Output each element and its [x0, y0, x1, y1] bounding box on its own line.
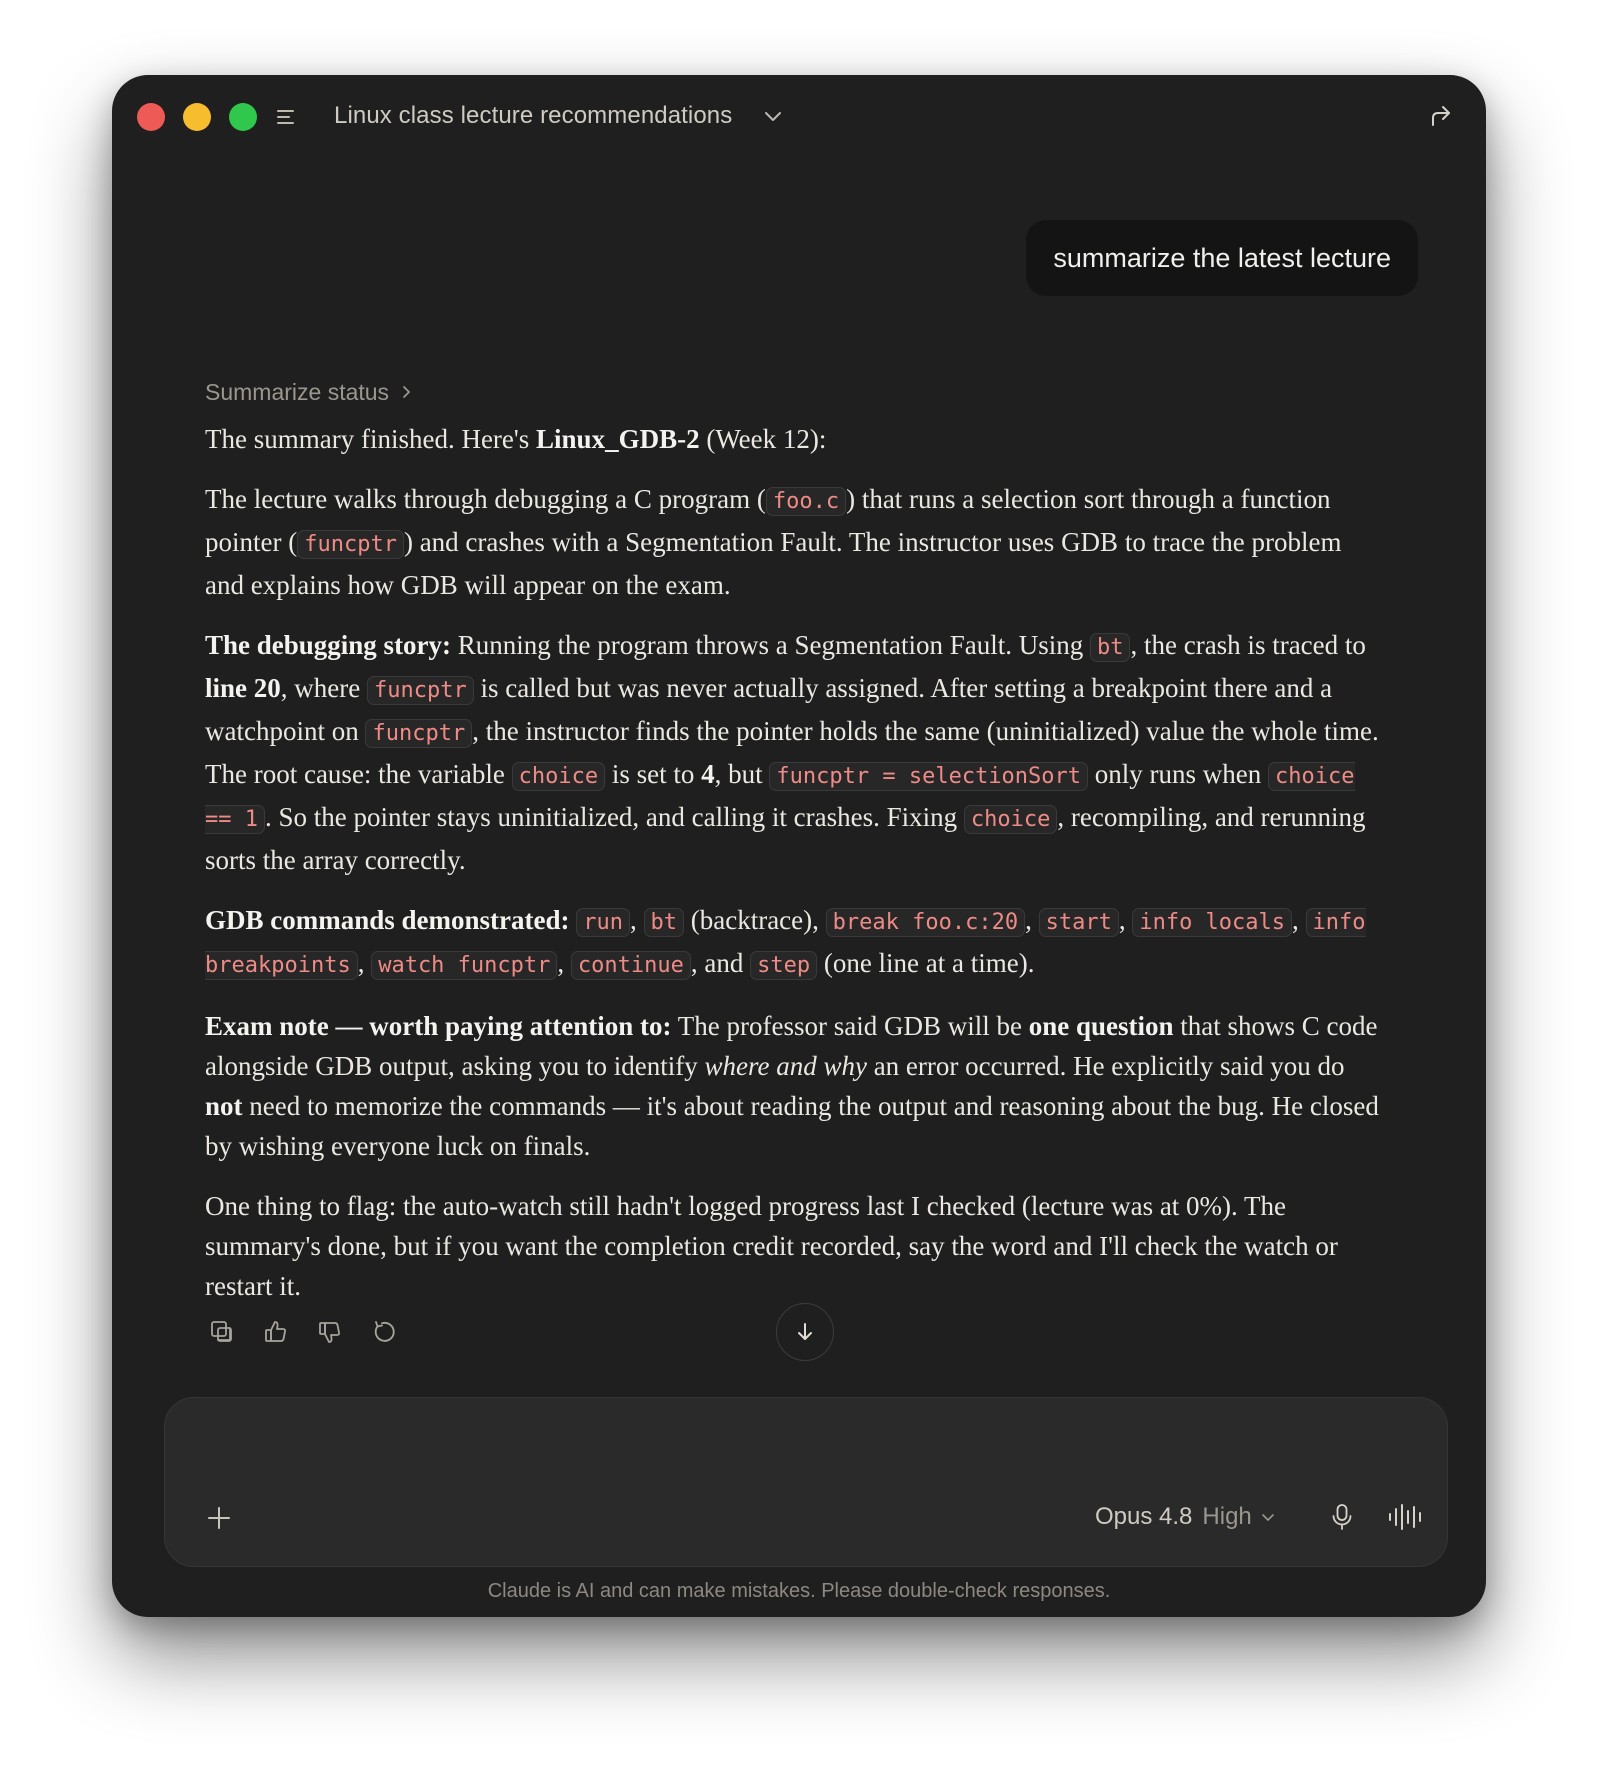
copy-button[interactable]: [205, 1315, 239, 1349]
microphone-button[interactable]: [1327, 1502, 1357, 1532]
message-composer: [164, 1397, 1448, 1567]
inline-code: choice: [512, 762, 605, 791]
inline-code: funcptr = selectionSort: [769, 762, 1088, 791]
model-name: Opus 4.8: [1095, 1503, 1193, 1530]
conversation-title[interactable]: Linux class lecture recommendations: [334, 102, 733, 129]
thumbs-up-icon: [263, 1319, 289, 1345]
inline-code: start: [1039, 908, 1119, 937]
paragraph-gdb-commands: GDB commands demonstrated: run , bt (backtrace), break foo.c:20 , start , info locals , info breakpoints , watch funcptr , continue , and step (one line at a time).: [205, 905, 1366, 978]
assistant-message-body: [205, 419, 1380, 1306]
inline-code: step: [750, 951, 817, 980]
share-icon[interactable]: [1428, 103, 1454, 129]
inline-code: continue: [571, 951, 691, 980]
disclaimer-text: Claude is AI and can make mistakes. Please double-check responses.: [487, 1580, 1111, 1602]
paragraph-overview: The lecture walks through debugging a C program ( foo.c ) that runs a selection sort through a function pointer ( funcptr ) and crashes with a Segmentation Fault. The instructor uses GDB to trace the problem and explains how GDB will appear on the exam.: [205, 484, 1342, 600]
inline-code: choice: [964, 805, 1057, 834]
plus-icon: [203, 1502, 235, 1534]
message-input[interactable]: [205, 1428, 1389, 1470]
close-window-button[interactable]: [137, 103, 165, 131]
chevron-right-icon: [399, 385, 413, 399]
inline-code: funcptr: [365, 719, 472, 748]
arrow-down-icon: [793, 1320, 817, 1344]
voice-mode-button[interactable]: [1387, 1502, 1423, 1532]
app-window: [112, 75, 1486, 1617]
message-actions: [205, 1315, 401, 1349]
inline-code: choice == 1: [205, 764, 1355, 832]
copy-icon: [209, 1319, 235, 1345]
scroll-to-bottom-button[interactable]: [776, 1303, 834, 1361]
inline-code: info breakpoints: [205, 910, 1366, 978]
tool-status-label: Summarize status: [205, 379, 390, 405]
paragraph-flag: One thing to flag: the auto-watch still hadn't logged progress last I checked (lecture was at 0%). The summary's done, but if you want the completion credit recorded, say the word and I'll check the watch or restart it.: [205, 1191, 1338, 1301]
paragraph-debugging-story: The debugging story: Running the program throws a Segmentation Fault. Using bt , the crash is traced to line 20, where funcptr is called but was never actually assigned. After setting a breakpoint there and a watchpoint on funcptr , the instructor finds the pointer holds the same (uninitialized) value the whole time. The root cause: the variable choice is set to 4, but funcptr = selectionSort only runs when choice == 1 . So the pointer stays uninitialized, and calling it crashes. Fixing choice , recompiling, and rerunning sorts the array correctly.: [205, 630, 1379, 875]
thumbs-up-button[interactable]: [259, 1315, 293, 1349]
retry-icon: [371, 1319, 397, 1345]
inline-code: funcptr: [367, 676, 474, 705]
add-attachment-button[interactable]: [203, 1502, 235, 1534]
microphone-icon: [1327, 1502, 1357, 1532]
minimize-window-button[interactable]: [183, 103, 211, 131]
retry-button[interactable]: [367, 1315, 401, 1349]
model-effort: High: [1202, 1503, 1252, 1530]
inline-code: watch funcptr: [371, 951, 557, 980]
inline-code: bt: [1090, 633, 1131, 662]
title-bar: [112, 75, 1486, 155]
voice-mode-icon: [1387, 1502, 1423, 1532]
tool-status-toggle[interactable]: [205, 377, 1380, 407]
thumbs-down-icon: [317, 1319, 343, 1345]
sidebar-toggle-icon[interactable]: [275, 105, 299, 129]
inline-code: funcptr: [297, 530, 404, 559]
maximize-window-button[interactable]: [229, 103, 257, 131]
user-message-bubble: summarize the latest lecture: [1026, 220, 1418, 296]
model-selector[interactable]: [1095, 1500, 1276, 1534]
inline-code: foo.c: [766, 487, 846, 516]
paragraph-intro: The summary finished. Here's Linux_GDB-2 (Week 12):: [205, 424, 827, 454]
chevron-down-icon[interactable]: [762, 105, 784, 127]
inline-code: info locals: [1132, 908, 1292, 937]
inline-code: break foo.c:20: [826, 908, 1025, 937]
inline-code: bt: [644, 908, 685, 937]
chevron-down-icon: [1260, 1509, 1276, 1525]
inline-code: run: [576, 908, 630, 937]
assistant-message: [205, 377, 1380, 1326]
paragraph-exam-note: Exam note — worth paying attention to: The professor said GDB will be one question that shows C code alongside GDB output, asking you to identify where and why an error occurred. He explicitly said you do not need to memorize the commands — it's about reading the output and reasoning about the bug. He closed by wishing everyone luck on finals.: [205, 1011, 1379, 1161]
thumbs-down-button[interactable]: [313, 1315, 347, 1349]
